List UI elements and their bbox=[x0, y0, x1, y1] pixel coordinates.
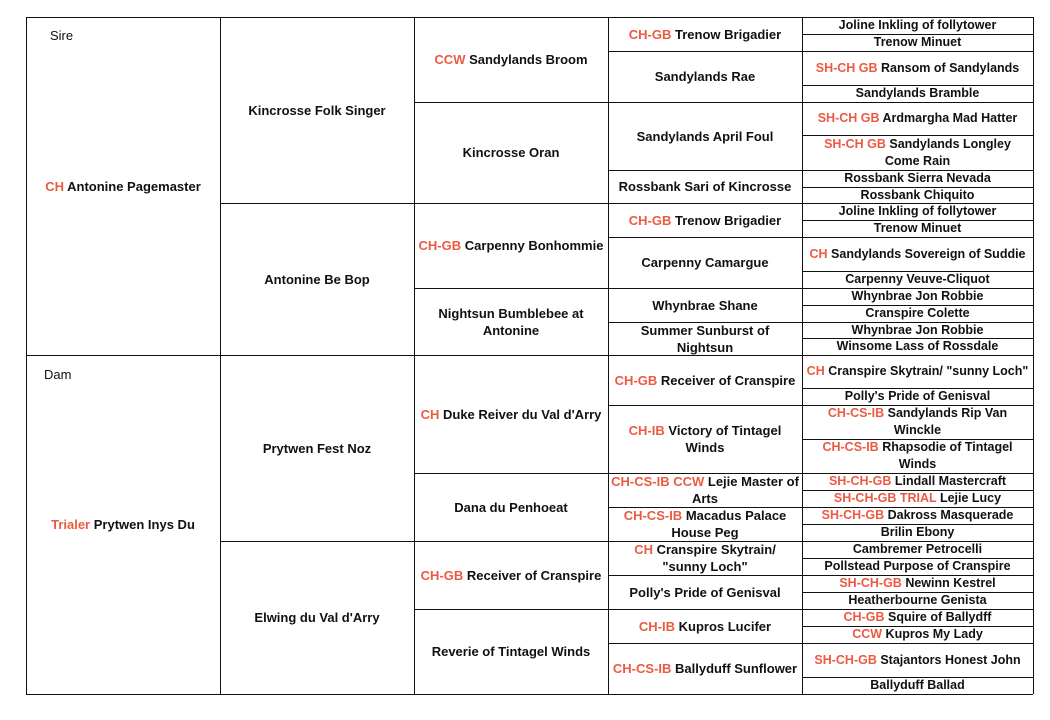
gen5-ancestor-cell-text bbox=[861, 187, 975, 204]
gen5-ancestor-cell-text bbox=[839, 575, 995, 592]
gen4-ancestor-cell-text bbox=[629, 584, 780, 601]
dog-name: Carpenny Veuve-Cliquot bbox=[845, 272, 990, 286]
gen5-ancestor-cell bbox=[802, 135, 1033, 170]
grandparent-cell-text bbox=[264, 271, 369, 288]
title-prefix: CH bbox=[809, 246, 828, 261]
dog-name: Kincrosse Folk Singer bbox=[248, 102, 386, 118]
grandparent-cell bbox=[220, 541, 414, 694]
grandparent-cell-text bbox=[254, 609, 379, 626]
great-grandparent-cell bbox=[414, 355, 608, 473]
gen4-ancestor-cell-text bbox=[652, 297, 757, 314]
title-prefix: CCW bbox=[434, 52, 466, 67]
sire-cell bbox=[26, 17, 220, 355]
gen5-ancestor-cell bbox=[802, 355, 1033, 388]
dog-name: Carpenny Camargue bbox=[641, 255, 769, 270]
gen5-ancestor-cell bbox=[802, 322, 1033, 338]
dog-name: Squire of Ballydff bbox=[887, 610, 992, 624]
dog-name: Dana du Penhoeat bbox=[454, 499, 568, 515]
dog-name: Nightsun Bumblebee at Antonine bbox=[438, 305, 584, 338]
great-grandparent-cell bbox=[414, 203, 608, 288]
dam-cell-text bbox=[51, 516, 195, 533]
gen5-ancestor-cell bbox=[802, 102, 1033, 135]
dog-name: Duke Reiver du Val d'Arry bbox=[442, 406, 602, 422]
title-prefix: SH-CH-GB bbox=[814, 652, 877, 667]
gen5-ancestor-cell bbox=[802, 609, 1033, 626]
dog-name: Receiver of Cranspire bbox=[660, 372, 796, 388]
dog-name: Sandylands Broom bbox=[469, 52, 588, 67]
dog-name: Whynbrae Jon Robbie bbox=[851, 289, 984, 303]
dog-name: Dakross Masquerade bbox=[887, 508, 1014, 522]
gen4-ancestor-cell-text bbox=[611, 322, 799, 356]
title-prefix: CH bbox=[45, 178, 64, 194]
gen5-ancestor-cell-text bbox=[856, 85, 980, 102]
gen5-ancestor-cell-text bbox=[848, 592, 986, 609]
gen5-ancestor-cell bbox=[802, 34, 1033, 51]
dog-name: Whynbrae Jon Robbie bbox=[851, 322, 984, 337]
gen5-ancestor-cell bbox=[802, 507, 1033, 524]
great-grandparent-cell-text bbox=[434, 51, 587, 68]
gen5-ancestor-cell bbox=[802, 439, 1033, 473]
gen5-ancestor-cell bbox=[802, 388, 1033, 405]
dog-name: Stajantors Honest John bbox=[880, 652, 1021, 667]
dog-name: Cambremer Petrocelli bbox=[852, 542, 983, 556]
dog-name: Trenow Brigadier bbox=[675, 26, 782, 42]
gen5-ancestor-cell bbox=[802, 237, 1033, 271]
great-grandparent-cell-text bbox=[421, 406, 602, 423]
dog-name: Cranspire Colette bbox=[865, 306, 970, 320]
gen5-ancestor-cell bbox=[802, 271, 1033, 288]
great-grandparent-cell bbox=[414, 473, 608, 541]
title-prefix: CH-GB bbox=[628, 212, 672, 228]
dog-name: Lejie Lucy bbox=[939, 491, 1002, 505]
gen4-ancestor-cell-text bbox=[615, 372, 796, 389]
grandparent-cell bbox=[220, 203, 414, 355]
title-prefix: SH-CH GB bbox=[817, 111, 880, 125]
gen4-ancestor-cell bbox=[608, 507, 802, 541]
title-prefix: CH-GB bbox=[418, 238, 462, 253]
gen5-ancestor-cell bbox=[802, 524, 1033, 541]
gen5-ancestor-cell-text bbox=[818, 110, 1018, 127]
dog-name: Ballyduff Sunflower bbox=[675, 661, 798, 676]
title-prefix: CH bbox=[420, 406, 440, 422]
great-grandparent-cell-text bbox=[454, 499, 567, 516]
gen5-ancestor-cell-text bbox=[874, 220, 962, 237]
gen5-ancestor-cell-text bbox=[852, 626, 983, 643]
dog-name: Macadus Palace House Peg bbox=[671, 508, 787, 540]
grandparent-cell bbox=[220, 355, 414, 541]
title-prefix: SH-CH GB bbox=[824, 136, 886, 151]
dog-name: Cranspire Skytrain/ "sunny Loch" bbox=[656, 542, 776, 574]
dog-name: Winsome Lass of Rossdale bbox=[836, 339, 999, 353]
title-prefix: CH-CS-IB CCW bbox=[611, 474, 705, 489]
dog-name: Newinn Kestrel bbox=[905, 576, 996, 590]
dog-name: Sandylands Rip Van Winckle bbox=[887, 406, 1008, 437]
title-prefix: CH-GB bbox=[628, 26, 672, 42]
gen4-ancestor-cell bbox=[608, 643, 802, 694]
dog-name: Carpenny Bonhommie bbox=[464, 238, 604, 253]
title-prefix: CCW bbox=[852, 627, 883, 641]
dog-name: Trenow Brigadier bbox=[675, 212, 782, 228]
dog-name: Joline Inkling of follytower bbox=[838, 18, 997, 32]
dog-name: Prytwen Fest Noz bbox=[262, 440, 372, 456]
gen5-ancestor-cell bbox=[802, 473, 1033, 490]
gen5-ancestor-cell-text bbox=[837, 338, 999, 355]
dog-name: Trenow Minuet bbox=[873, 221, 962, 235]
dog-name: Rossbank Chiquito bbox=[860, 187, 975, 202]
title-prefix: CH bbox=[634, 542, 653, 557]
gen5-ancestor-cell bbox=[802, 541, 1033, 558]
sire-section-label: Sire bbox=[50, 28, 74, 43]
dog-name: Prytwen Inys Du bbox=[93, 517, 195, 532]
gen4-ancestor-cell bbox=[608, 237, 802, 288]
gen4-ancestor-cell bbox=[608, 405, 802, 473]
gen4-ancestor-cell-text bbox=[639, 618, 771, 635]
dog-name: Brilin Ebony bbox=[880, 525, 955, 539]
gen5-ancestor-cell bbox=[802, 203, 1033, 220]
gen5-ancestor-cell bbox=[802, 338, 1033, 355]
gen5-ancestor-cell bbox=[802, 405, 1033, 439]
gen5-ancestor-cell bbox=[802, 220, 1033, 237]
gen5-ancestor-cell bbox=[802, 170, 1033, 187]
grandparent-cell bbox=[220, 17, 414, 203]
title-prefix: CH-IB bbox=[628, 423, 665, 438]
dam-section-label: Dam bbox=[44, 367, 72, 382]
dog-name: Sandylands Bramble bbox=[855, 86, 980, 100]
title-prefix: SH-CH-GB TRIAL bbox=[833, 491, 937, 505]
gen4-ancestor-cell-text bbox=[637, 128, 774, 145]
title-prefix: CH-CS-IB bbox=[623, 508, 683, 523]
gen4-ancestor-cell-text bbox=[611, 473, 799, 507]
title-prefix: CH-GB bbox=[614, 372, 658, 388]
gen5-ancestor-cell-text bbox=[805, 405, 1030, 439]
dog-name: Elwing du Val d'Arry bbox=[254, 610, 380, 625]
great-grandparent-cell bbox=[414, 609, 608, 694]
dog-name: Kupros Lucifer bbox=[678, 618, 772, 634]
gen5-ancestor-cell bbox=[802, 677, 1033, 694]
title-prefix: CH-CS-IB bbox=[827, 406, 885, 420]
dog-name: Polly's Pride of Genisval bbox=[844, 389, 991, 403]
dog-name: Rossbank Sierra Nevada bbox=[844, 171, 991, 185]
gen5-ancestor-cell-text bbox=[852, 322, 984, 339]
gen5-ancestor-cell-text bbox=[829, 473, 1006, 490]
gen5-ancestor-cell bbox=[802, 51, 1033, 85]
dog-name: Antonine Pagemaster bbox=[67, 178, 201, 194]
gen4-ancestor-cell-text bbox=[641, 254, 768, 271]
gen5-ancestor-cell bbox=[802, 305, 1033, 322]
gen4-ancestor-cell bbox=[608, 51, 802, 102]
title-prefix: SH-CH-GB bbox=[839, 576, 902, 590]
dog-name: Joline Inkling of follytower bbox=[838, 204, 997, 218]
gen5-ancestor-cell-text bbox=[852, 288, 984, 305]
gen5-ancestor-cell bbox=[802, 187, 1033, 203]
title-prefix: Trialer bbox=[51, 517, 91, 532]
gen4-ancestor-cell bbox=[608, 102, 802, 170]
dog-name: Reverie of Tintagel Winds bbox=[431, 644, 591, 659]
gen5-ancestor-cell-text bbox=[845, 388, 990, 405]
gen4-ancestor-cell bbox=[608, 288, 802, 322]
gen4-ancestor-cell bbox=[608, 17, 802, 51]
dog-name: Kupros My Lady bbox=[885, 627, 983, 641]
gen4-ancestor-cell-text bbox=[629, 26, 781, 43]
gen5-ancestor-cell bbox=[802, 643, 1033, 677]
gen5-ancestor-cell-text bbox=[839, 17, 997, 34]
dog-name: Heatherbourne Genista bbox=[848, 593, 987, 607]
great-grandparent-cell bbox=[414, 17, 608, 102]
title-prefix: SH-CH-GB bbox=[821, 508, 885, 522]
gen4-ancestor-cell bbox=[608, 473, 802, 507]
dog-name: Trenow Minuet bbox=[873, 35, 962, 49]
gen4-ancestor-cell-text bbox=[655, 68, 755, 85]
gen4-ancestor-cell-text bbox=[611, 541, 799, 575]
title-prefix: CH-IB bbox=[638, 618, 675, 634]
title-prefix: CH-GB bbox=[843, 610, 885, 624]
dog-name: Polly's Pride of Genisval bbox=[629, 584, 781, 600]
gen5-ancestor-cell-text bbox=[844, 170, 991, 187]
gen5-ancestor-cell bbox=[802, 592, 1033, 609]
gen5-ancestor-cell-text bbox=[844, 609, 992, 626]
great-grandparent-cell-text bbox=[417, 305, 605, 339]
gen5-ancestor-cell-text bbox=[865, 305, 969, 322]
gen4-ancestor-cell-text bbox=[619, 178, 792, 195]
gen4-ancestor-cell-text bbox=[611, 422, 799, 456]
dog-name: Pollstead Purpose of Cranspire bbox=[824, 559, 1011, 573]
gen5-ancestor-cell-text bbox=[816, 60, 1020, 77]
gen5-ancestor-cell bbox=[802, 17, 1033, 34]
gen5-ancestor-cell-text bbox=[822, 507, 1014, 524]
gen5-ancestor-cell-text bbox=[814, 652, 1020, 669]
great-grandparent-cell bbox=[414, 102, 608, 203]
gen4-ancestor-cell bbox=[608, 609, 802, 643]
gen4-ancestor-cell-text bbox=[613, 660, 797, 677]
sire-cell-text bbox=[45, 178, 201, 195]
gen5-ancestor-cell-text bbox=[824, 558, 1010, 575]
dog-name: Receiver of Cranspire bbox=[466, 567, 602, 583]
dog-name: Ballyduff Ballad bbox=[870, 678, 965, 692]
title-prefix: CH bbox=[806, 364, 825, 378]
gen5-ancestor-cell-text bbox=[839, 203, 997, 220]
great-grandparent-cell-text bbox=[432, 643, 591, 660]
title-prefix: CH-CS-IB bbox=[822, 440, 879, 454]
dog-name: Ransom of Sandylands bbox=[881, 60, 1020, 75]
gen5-ancestor-cell bbox=[802, 490, 1033, 507]
dog-name: Sandylands Longley Come Rain bbox=[884, 136, 1011, 168]
dog-name: Lindall Mastercraft bbox=[894, 474, 1007, 488]
dog-name: Rossbank Sari of Kincrosse bbox=[618, 179, 792, 194]
gen4-ancestor-cell bbox=[608, 170, 802, 203]
gen5-ancestor-cell-text bbox=[881, 524, 955, 541]
grandparent-cell-text bbox=[248, 102, 385, 119]
dog-name: Victory of Tintagel Winds bbox=[668, 423, 782, 455]
title-prefix: CH-CS-IB bbox=[612, 661, 672, 676]
gen5-ancestor-cell-text bbox=[805, 136, 1030, 170]
title-prefix: CH-GB bbox=[420, 567, 464, 583]
gen5-ancestor-cell-text bbox=[874, 34, 962, 51]
gen4-ancestor-cell-text bbox=[611, 507, 799, 541]
dog-name: Ardmargha Mad Hatter bbox=[882, 111, 1018, 125]
gen5-ancestor-cell bbox=[802, 85, 1033, 102]
grandparent-cell-text bbox=[263, 440, 371, 457]
dog-name: Summer Sunburst of Nightsun bbox=[640, 322, 770, 355]
gen4-ancestor-cell bbox=[608, 322, 802, 355]
dog-name: Sandylands April Foul bbox=[636, 128, 774, 144]
gen4-ancestor-cell bbox=[608, 203, 802, 237]
dog-name: Lejie Master of Arts bbox=[691, 474, 799, 506]
dog-name: Cranspire Skytrain/ "sunny Loch" bbox=[828, 364, 1029, 378]
dog-name: Antonine Be Bop bbox=[264, 271, 370, 287]
gen5-ancestor-cell-text bbox=[807, 363, 1029, 380]
gen5-ancestor-cell-text bbox=[845, 271, 989, 288]
gen5-ancestor-cell bbox=[802, 575, 1033, 592]
dog-name: Sandylands Sovereign of Suddie bbox=[831, 246, 1026, 261]
gen5-ancestor-cell bbox=[802, 558, 1033, 575]
dog-name: Whynbrae Shane bbox=[652, 297, 758, 313]
title-prefix: SH-CH-GB bbox=[828, 474, 892, 488]
title-prefix: SH-CH GB bbox=[815, 60, 878, 75]
dog-name: Kincrosse Oran bbox=[462, 145, 560, 160]
dam-cell bbox=[26, 355, 220, 694]
gen5-ancestor-cell-text bbox=[834, 490, 1001, 507]
great-grandparent-cell bbox=[414, 541, 608, 609]
gen4-ancestor-cell-text bbox=[629, 212, 781, 229]
gen4-ancestor-cell bbox=[608, 541, 802, 575]
great-grandparent-cell-text bbox=[419, 237, 604, 254]
gen4-ancestor-cell bbox=[608, 355, 802, 405]
great-grandparent-cell bbox=[414, 288, 608, 355]
great-grandparent-cell-text bbox=[421, 567, 602, 584]
gen5-ancestor-cell bbox=[802, 288, 1033, 305]
great-grandparent-cell-text bbox=[463, 144, 560, 161]
dog-name: Rhapsodie of Tintagel Winds bbox=[882, 440, 1013, 471]
gen5-ancestor-cell-text bbox=[870, 677, 964, 694]
gen4-ancestor-cell bbox=[608, 575, 802, 609]
gen5-ancestor-cell bbox=[802, 626, 1033, 643]
gen5-ancestor-cell-text bbox=[805, 439, 1030, 473]
dog-name: Sandylands Rae bbox=[654, 69, 756, 84]
gen5-ancestor-cell-text bbox=[853, 541, 982, 558]
gen5-ancestor-cell-text bbox=[809, 246, 1025, 263]
